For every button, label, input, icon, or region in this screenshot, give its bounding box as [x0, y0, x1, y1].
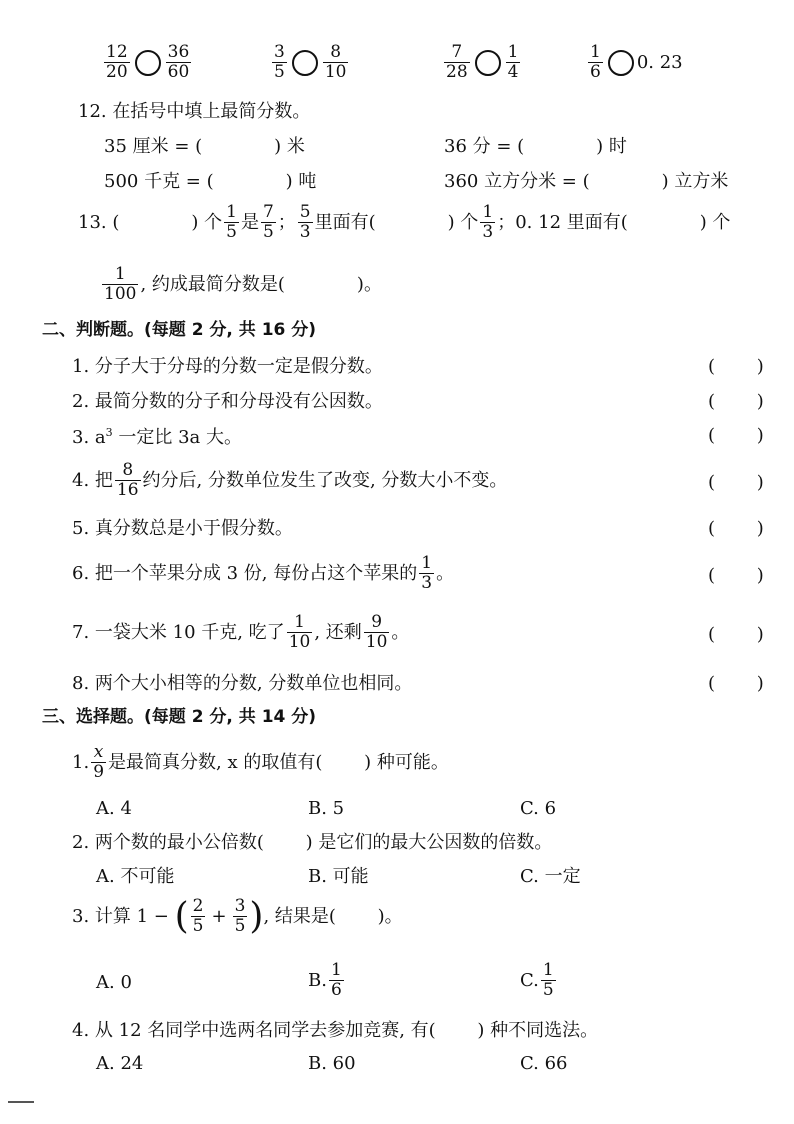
judge-q5: 5. 真分数总是小于假分数。: [72, 518, 293, 539]
compare-4: [586, 44, 683, 82]
right-paren: ): [249, 895, 264, 937]
fraction: $\frac{1}{6}$: [330, 960, 342, 1000]
answer-paren[interactable]: ( ): [708, 472, 764, 493]
choice-q1-option-b[interactable]: B. 5: [308, 798, 345, 819]
fraction: $\frac{1}{3}$: [421, 553, 433, 593]
section-3-title: 三、选择题。(每题 2 分, 共 14 分): [42, 707, 317, 727]
choice-q4: 4. 从 12 名同学中选两名同学去参加竞赛, 有( ) 种不同选法。: [72, 1020, 599, 1041]
fraction: $\frac{8}{10}$: [324, 42, 347, 82]
judge-q1: 1. 分子大于分母的分数一定是假分数。: [72, 356, 383, 377]
fraction: $\frac{1}{4}$: [507, 42, 519, 82]
choice-q2: 2. 两个数的最小公倍数( ) 是它们的最大公因数的倍数。: [72, 832, 553, 853]
choice-q4-option-a[interactable]: A. 24: [96, 1053, 144, 1074]
fraction: $\frac{1}{6}$: [590, 42, 601, 82]
compare-1: [102, 44, 193, 82]
compare-circle[interactable]: [475, 50, 501, 76]
judge-q3: 3. $a^3$ 一定比 3a 大。: [72, 426, 242, 448]
q12-title: 12. 在括号中填上最简分数。: [78, 101, 311, 122]
footer-divider: [8, 1101, 34, 1103]
q13-line1[interactable]: 13. ( ) 个 $\frac{1}{5}$ 是 $\frac{7}{5}$ ； $\frac{5}{3}$ 里面有( ) 个 $\frac{1}{3}$ ；0. 12 里面有( ) 个: [78, 202, 731, 242]
fraction: $\frac{9}{10}$: [365, 612, 388, 652]
answer-paren[interactable]: ( ): [708, 565, 764, 586]
fraction: $\frac{12}{20}$: [106, 42, 128, 82]
answer-paren[interactable]: ( ): [708, 356, 764, 377]
answer-paren[interactable]: ( ): [708, 518, 764, 539]
section-2-title: 二、判断题。(每题 2 分, 共 16 分): [42, 320, 317, 340]
choice-q4-option-b[interactable]: B. 60: [308, 1053, 356, 1074]
judge-q6: 6. 把一个苹果分成 3 份, 每份占这个苹果的 $\frac{1}{3}$ 。: [72, 553, 455, 593]
choice-q2-option-b[interactable]: B. 可能: [308, 866, 369, 887]
fraction: $\frac{1}{5}$: [542, 960, 554, 1000]
answer-paren[interactable]: ( ): [708, 425, 764, 446]
fraction: $\frac{5}{3}$: [299, 202, 311, 242]
judge-q2: 2. 最简分数的分子和分母没有公因数。: [72, 391, 383, 412]
choice-q4-option-c[interactable]: C. 66: [520, 1053, 568, 1074]
answer-paren[interactable]: ( ): [708, 624, 764, 645]
choice-q2-option-c[interactable]: C. 一定: [520, 866, 581, 887]
answer-paren[interactable]: ( ): [708, 673, 764, 694]
fraction: $\frac{1}{10}$: [288, 612, 311, 652]
fraction: $\frac{1}{5}$: [226, 202, 237, 242]
q12-item-b[interactable]: 36 分 = ( ) 时: [444, 136, 627, 157]
q12-item-a[interactable]: 35 厘米 = ( ) 米: [104, 136, 305, 157]
choice-q1-option-a[interactable]: A. 4: [96, 798, 132, 819]
decimal-value: 0. 23: [636, 51, 683, 73]
q12-item-d[interactable]: 360 立方分米 = ( ) 立方米: [444, 171, 729, 192]
fraction: $\frac{7}{28}$: [446, 42, 468, 82]
judge-q8: 8. 两个大小相等的分数, 分数单位也相同。: [72, 673, 413, 694]
judge-q4: 4. 把 $\frac{8}{16}$ 约分后, 分数单位发生了改变, 分数大小不变。: [72, 460, 508, 500]
fraction: $\frac{2}{5}$: [192, 896, 204, 936]
choice-q3-option-c[interactable]: C. $\frac{1}{5}$: [520, 960, 554, 1000]
q12-item-c[interactable]: 500 千克 = ( ) 吨: [104, 171, 317, 192]
compare-circle[interactable]: [608, 50, 634, 76]
fraction: $\frac{3}{5}$: [274, 42, 285, 82]
fraction: $\frac{3}{5}$: [234, 896, 246, 936]
choice-q2-option-a[interactable]: A. 不可能: [96, 866, 175, 887]
fraction: $\frac{7}{5}$: [262, 202, 274, 242]
compare-circle[interactable]: [135, 50, 161, 76]
choice-q1-option-c[interactable]: C. 6: [520, 798, 557, 819]
fraction: $\frac{36}{60}$: [167, 42, 190, 82]
compare-circle[interactable]: [292, 50, 318, 76]
fraction: $\frac{x}{9}$: [93, 742, 105, 782]
choice-q3: 3. 计算 1 − ( $\frac{2}{5}$ + $\frac{3}{5}$ ), 结果是( )。: [72, 895, 403, 937]
choice-q3-option-a[interactable]: A. 0: [96, 972, 132, 993]
choice-q1: 1. $\frac{x}{9}$ 是最简真分数, x 的取值有( ) 种可能。: [72, 742, 449, 782]
compare-2: [270, 44, 350, 82]
left-paren: (: [174, 895, 189, 937]
choice-q3-option-b[interactable]: B. $\frac{1}{6}$: [308, 960, 342, 1000]
fraction: $\frac{8}{16}$: [116, 460, 139, 500]
fraction: $\frac{1}{100}$: [104, 264, 137, 304]
fraction: $\frac{1}{3}$: [482, 202, 494, 242]
q13-line2[interactable]: $\frac{1}{100}$ , 约成最简分数是( )。: [104, 264, 382, 304]
judge-q7: 7. 一袋大米 10 千克, 吃了 $\frac{1}{10}$ , 还剩 $\frac{9}{10}$ 。: [72, 612, 410, 652]
compare-3: [442, 44, 522, 82]
answer-paren[interactable]: ( ): [708, 391, 764, 412]
